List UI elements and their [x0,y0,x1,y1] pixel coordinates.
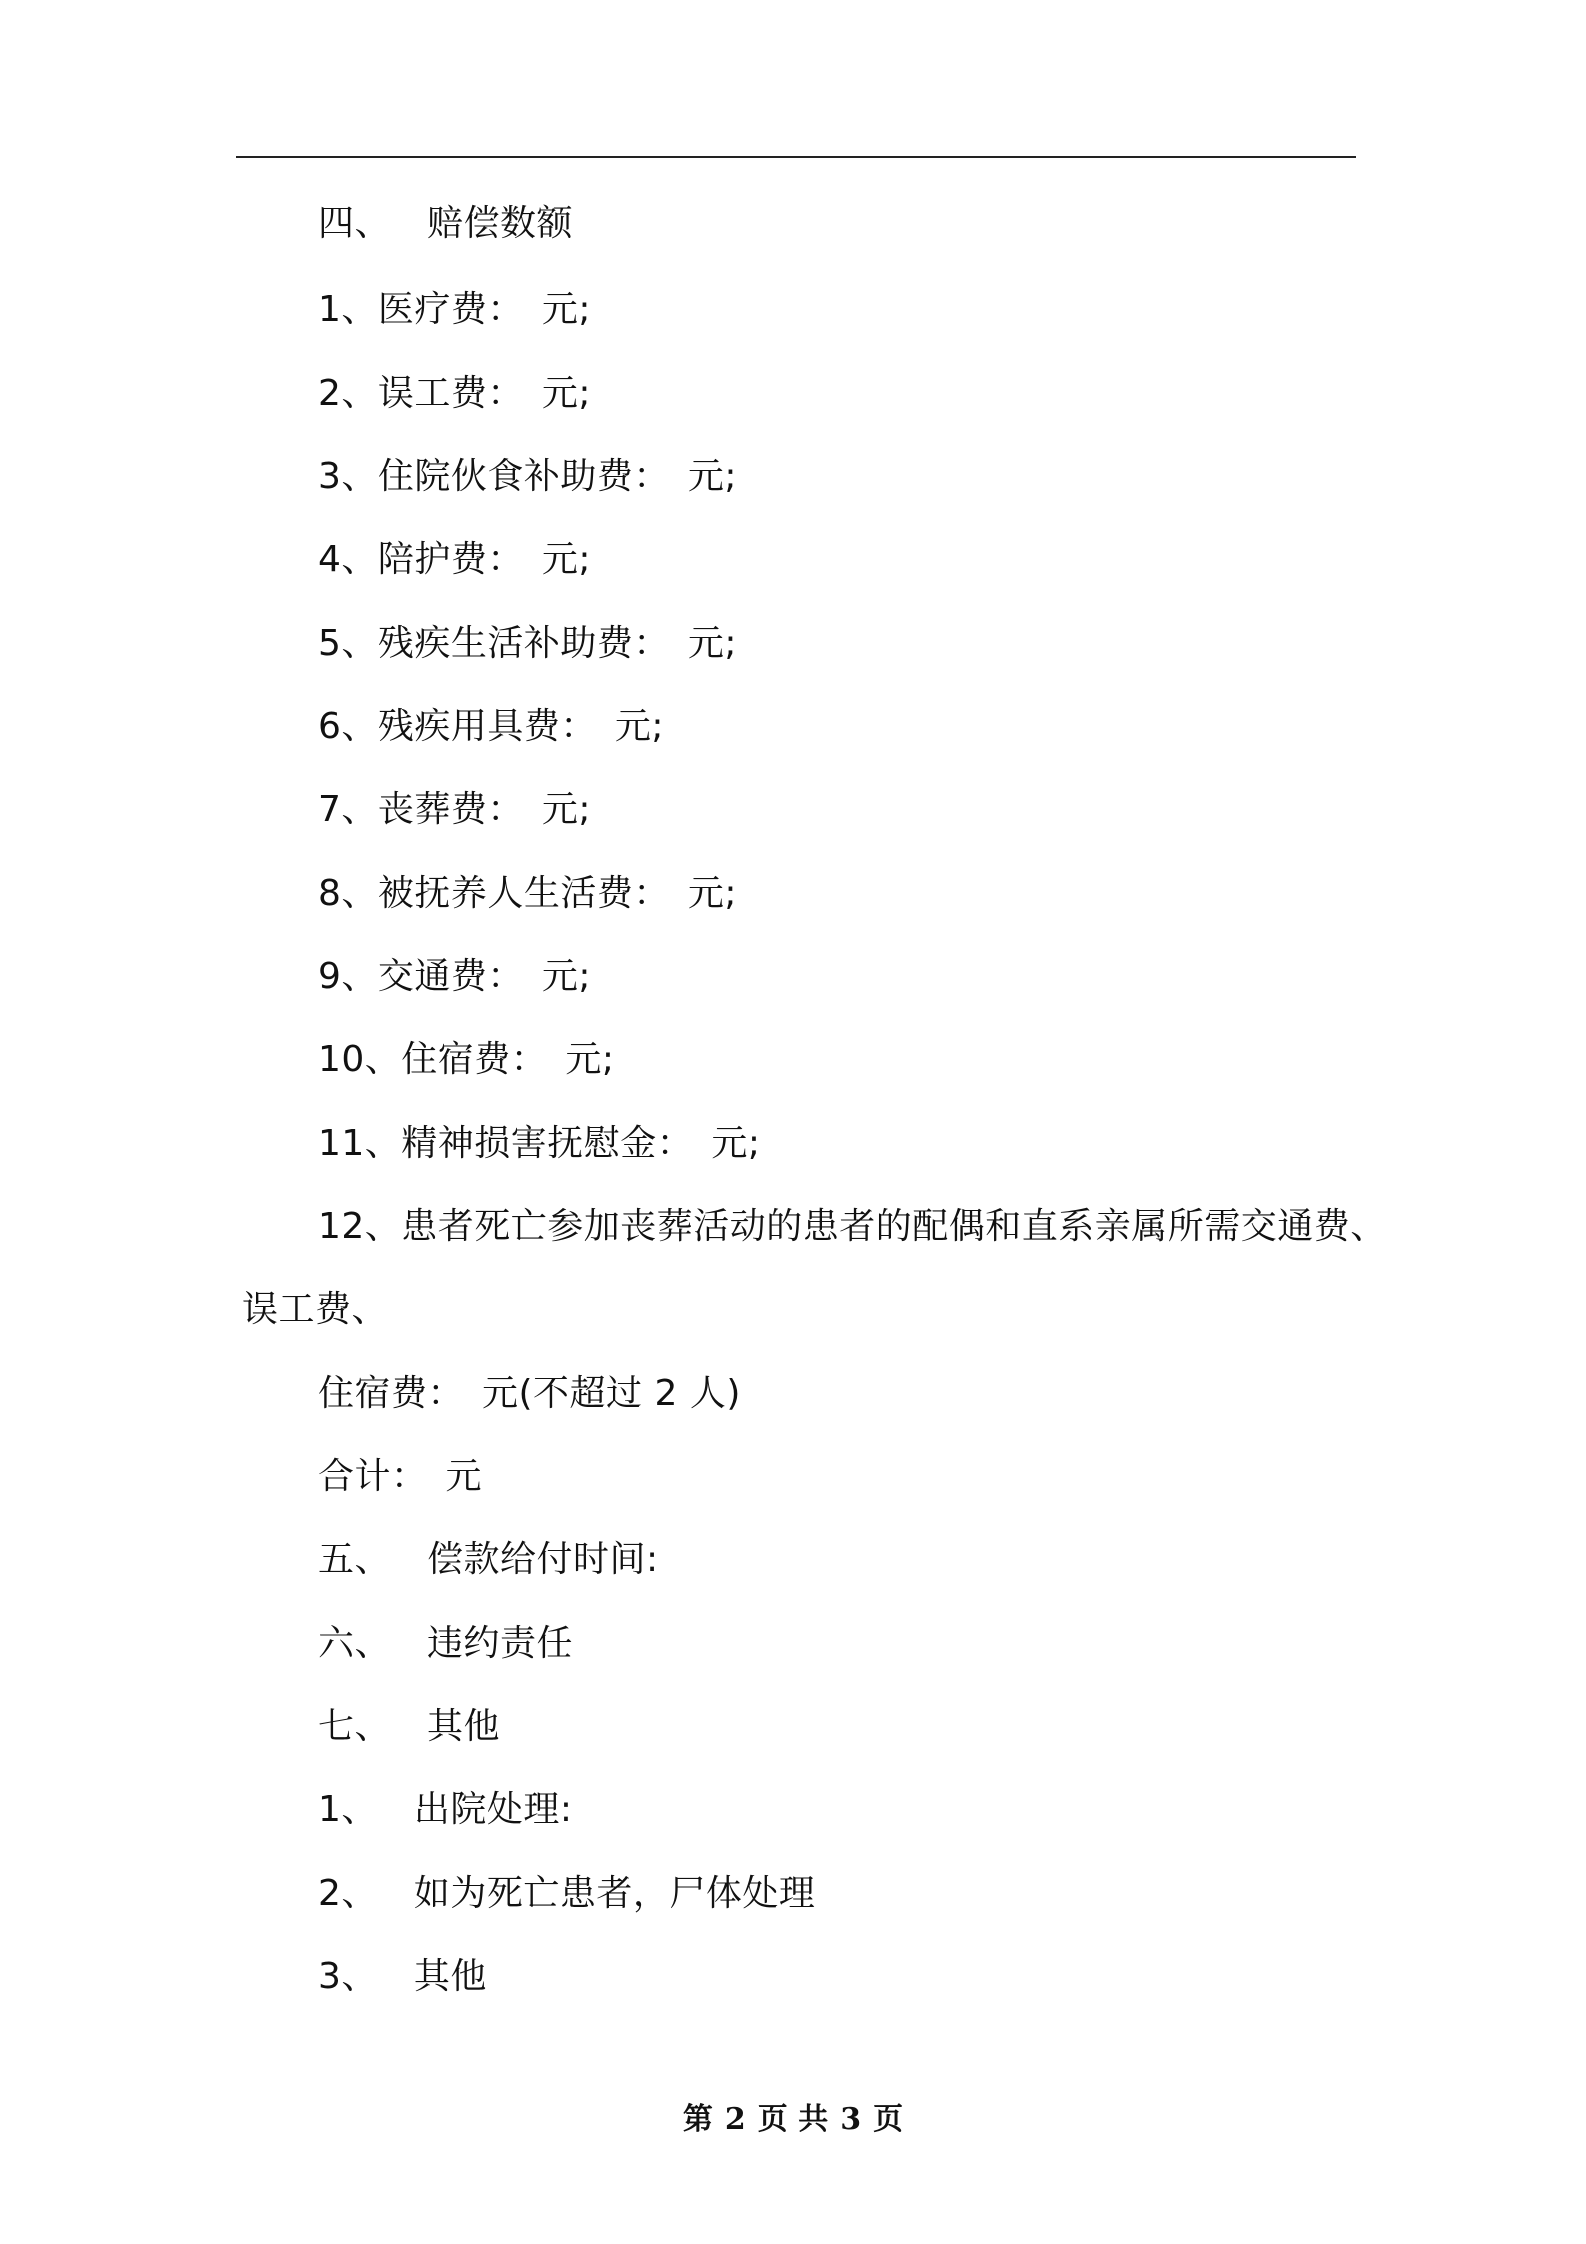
total-value: 元 [445,1456,483,1497]
list-item [318,372,591,416]
list-item [318,1122,760,1166]
list-item [318,538,591,582]
section-4-number: 四、 [318,203,392,244]
item-unit: 元; [541,373,592,414]
item-label: 4、陪护费： [318,539,524,580]
total-label: 合计： [318,1456,428,1497]
item-unit: 元; [541,789,592,830]
list-item [318,1872,815,1916]
item-12-line-2: 误工费、 [242,1289,389,1330]
item-label: 8、被抚养人生活费： [318,873,670,914]
footer-page-number: 2 [724,2102,746,2137]
item-label: 6、残疾用具费： [318,706,597,747]
total-line [318,1455,482,1499]
item-unit: 元; [687,456,738,497]
section-7-heading [318,1705,500,1749]
section-6-number: 六、 [318,1623,392,1664]
item-text: 如为死亡患者，尸体处理 [413,1873,816,1914]
footer-mid: 页 共 [757,2102,829,2137]
item-label: 2、误工费： [318,373,524,414]
footer-suffix: 页 [873,2102,904,2137]
list-item [318,622,737,666]
section-5-number: 五、 [318,1539,392,1580]
item-label: 10、住宿费： [318,1039,548,1080]
section-6-heading [318,1622,573,1666]
page-footer [0,2094,1586,2138]
section-5-heading [318,1538,659,1582]
item-label: 7、丧葬费： [318,789,524,830]
list-item [318,1788,573,1832]
item-unit: 元; [541,956,592,997]
item-text: 出院处理: [413,1789,573,1830]
item-label: 3、住院伙食补助费： [318,456,670,497]
section-7-number: 七、 [318,1706,392,1747]
header-rule [236,156,1356,158]
list-item [318,1955,487,1999]
list-item [318,955,591,999]
item-number: 3、 [318,1956,378,1997]
item-12-lodging [318,1372,741,1416]
list-item [318,1038,614,1082]
list-item [318,788,591,832]
section-6-title: 违约责任 [427,1623,574,1664]
list-item [318,288,591,332]
section-5-title: 偿款给付时间: [427,1539,659,1580]
item-number: 2、 [318,1873,378,1914]
section-4-heading [318,202,573,246]
item-12-line-1: 12、患者死亡参加丧葬活动的患者的配偶和直系亲属所需交通费、 [318,1206,1387,1247]
item-unit: 元; [541,289,592,330]
item-label: 5、残疾生活补助费： [318,623,670,664]
list-item [318,455,737,499]
item-unit: 元; [541,539,592,580]
item-unit: 元; [711,1123,761,1164]
item-number: 1、 [318,1789,378,1830]
lodging-value: 元(不超过 2 人) [482,1373,741,1414]
item-label: 11、精神损害抚慰金： [318,1123,694,1164]
item-unit: 元; [687,623,738,664]
section-7-title: 其他 [427,1706,501,1747]
item-text: 其他 [413,1956,487,1997]
footer-prefix: 第 [682,2102,713,2137]
lodging-label: 住宿费： [318,1373,465,1414]
list-item [318,705,664,749]
list-item [318,872,737,916]
footer-page-total: 3 [840,2102,862,2137]
item-label: 1、医疗费： [318,289,524,330]
item-unit: 元; [687,873,738,914]
section-4-title: 赔偿数额 [427,203,574,244]
item-unit: 元; [565,1039,615,1080]
item-unit: 元; [614,706,665,747]
item-label: 9、交通费： [318,956,524,997]
